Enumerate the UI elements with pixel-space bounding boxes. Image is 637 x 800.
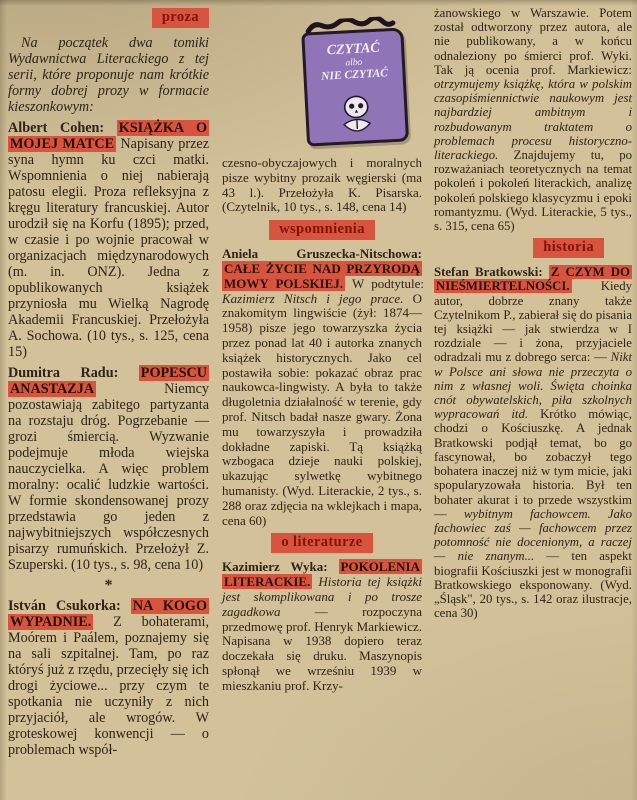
paragraph [222, 247, 422, 528]
body-text: Kiedy autor, dobrze znany także Czytelnikom P., zabierał się do pisania tej książki — jak stwierdza w I rozdziale — i żona, przyjaciele odradzali mu z dobrego serca: — [434, 279, 632, 365]
paragraph [8, 120, 209, 360]
section-header-label: o literaturze [271, 533, 372, 553]
body-text: Kazimierz Nitsch i jego prace. [222, 290, 404, 306]
body-text: Niemcy pozostawiają zabitego partyzanta na rozstaju dróg. Pogrzebanie — grozi śmiercią. Wyzwanie podejmuje młoda wiejska nauczycielka. A więc problem moralny: ocalić ludzkie wartości. W formie skondensowanej prozy przedstawia go jeden z najwybitniejszych współczesnych pisarzy rumuńskich. Przełożył Z. Szuperski. (10 tys., s. 98, cena 10) [8, 381, 209, 573]
body-text: Na początek dwa tomiki Wydawnictwa Literackiego z tej serii, które proponuje nam krótkie formy dobrej prozy w formacie kieszonkowym: [8, 35, 209, 115]
book-cover-illustration [301, 21, 409, 146]
book-title-highlight: KSIĄŻKA O MOJEJ MATCE [10, 120, 207, 152]
book-title-highlight: NA KOGO WYPADNIE. [10, 598, 207, 630]
section-header-label: wspomnienia [269, 220, 375, 240]
book-cover [301, 27, 409, 146]
cover-title-line3: NIE CZYTAĆ [320, 67, 389, 83]
body-text: O znakomitym lingwiście (żył: 1874—1958) pisze jego towarzyszka życia przez ponad lat 40 i autorka znanych książek historycznych. Jako cel postawiła sobie: pokazać obraz prac naukowca-lingwisty. A była to także długoletnia działalność w terenie, gdy prof. Nitsch badał nasze gwary. Żona mu towarzyszyła i prowadziła dokładne zapiski. Tą książką wzbogaca dzieje nauki polskiej, ukazując sylwetkę wybitnego humanisty. (Wyd. Literackie, 2 tys., s. 288 oraz zdjęcia na wklejkach i mapa, cena 60) [222, 290, 423, 528]
author-name: Dumitra Radu: [8, 365, 139, 381]
body-text: wybitnym fachowcem. Jako fachowiec zaś — fachowcem przez potomność nie docenionym, a raczej — nie znanym... [434, 506, 632, 564]
paragraph [222, 156, 422, 215]
section-header-wspomnienia [222, 220, 422, 240]
author-name: Stefan Bratkowski: [434, 265, 549, 280]
author-name: Albert Cohen: [8, 120, 117, 136]
body-text: Nikt w Polsce ani słowa nie przeczyta o nim z własnej woli. Święta choinka cnót obywatelskich, piła szkolnych wypracowań itd. [434, 350, 632, 422]
author-name: Kazimierz Wyka: [222, 559, 339, 575]
cover-title-line1: CZYTAĆ [326, 40, 381, 59]
book-title-highlight: CAŁE ŻYCIE NAD PRZYRODĄ MOWY POLSKIEJ. [224, 260, 420, 291]
paragraph [8, 365, 209, 573]
section-header-label: proza [152, 8, 209, 28]
section-header-label: historia [533, 238, 604, 258]
column-right [434, 6, 632, 625]
section-header-historia [434, 238, 632, 258]
section-header-o-literaturze [222, 533, 422, 553]
author-name: Aniela Gruszecka-Nitschowa: [222, 246, 422, 262]
body-text: Znajdujemy tu, po rozważaniach teoretycznych na temat pokoleń i pokoleń literackich, analizę pokoleń polskiego klasycyzmu i epoki romantyzmu. (Wyd. Literackie, 5 tys., s. 315, cena 65) [434, 148, 632, 234]
body-text: W podtytule: [345, 275, 424, 291]
book-title-highlight: POPESCU ANASTAZJA [10, 365, 207, 397]
book-title-highlight: Z CZYM DO NIEŚMIERTELNOŚCI. [436, 265, 630, 294]
body-text: Historia tej książki jest skomplikowana i po trosze zagadkowa [222, 574, 422, 619]
paragraph [222, 560, 422, 693]
paragraph [434, 6, 632, 233]
section-separator: * [104, 577, 113, 594]
body-text: Krótko mówiąc, chodzi o Kościuszkę. A jednak Bratkowski podjął temat, bo go fascynował, bo zobaczył tego bohatera inaczej niż w tym micie, jaki spopularyzowała historia. Był ten bohater akurat i to przede wszystkim — [434, 407, 632, 521]
section-header-proza [8, 8, 209, 28]
column-left [8, 8, 209, 763]
body-text: — ten aspekt biografii Kościuszki jest w monografii Bratkowskiego eksponowany. (Wyd. „Śląsk", 20 tys., s. 142 oraz ilustracje, cena 30) [434, 549, 632, 621]
author-name: István Csukorka: [8, 598, 131, 614]
body-text: Z bohaterami, Moórem i Paálem, poznajemy się na sali szpitalnej. Tam, po raz któryś już z rzędu, przecięły się ich drogi życiowe... przy czym te spotkania nie uczyniły z nich przyjaciół, ale wrogów. W groteskowej konwencji — o problemach współ- [8, 614, 209, 758]
paragraph [8, 35, 209, 115]
cover-title-line2: albo [345, 57, 363, 69]
body-text: czesno-obyczajowych i moralnych pisze wybitny prozaik węgierski (ma 43 l.). Przełożyła K. Pisarska. (Czytelnik, 10 tys., s. 148, cena 14) [222, 155, 422, 215]
skull-icon [334, 92, 380, 138]
paragraph [434, 265, 632, 620]
column-middle [222, 20, 422, 699]
book-title-highlight: POKOLENIA LITERACKIE. [224, 559, 420, 590]
body-text: żanowskiego w Warszawie. Potem został odtworzony przez autora, ale nie publikowany, a w końcu odnaleziony po śmierci prof. Wyki. Tak ją ocenia prof. Markiewicz: [434, 6, 632, 77]
body-text: — rozpoczyna przedmowę prof. Henryk Markiewicz. Napisana w 1938 dopiero teraz doczekała się druku. Maszynopis spłonął we wrześniu 1939 w mieszkaniu prof. Krzy- [222, 603, 422, 693]
paragraph [8, 598, 209, 758]
body-text: otrzymujemy książkę, która w polskim czasopiśmiennictwie naukowym jest najbardziej ambitnym i rozbudowanym traktatem o problemach procesu historyczno-literackiego. [434, 77, 632, 163]
body-text: Napisany przez syna hymn ku czci matki. Wspomnienia o niej nabierają patosu elegii. Proza refleksyjna z kręgu literatury francuskiej. Autor urodził się na Korfu (1895); przed, w czasie i po wojnie pracował w organizacjach międzynarodowych (m. in. ONZ). Jedna z opublikowanych książek przyniosła mu Wielką Nagrodę Akademii Francuskiej. Przełożyła A. Sochowa. (10 tys., s. 125, cena 15) [8, 136, 209, 360]
